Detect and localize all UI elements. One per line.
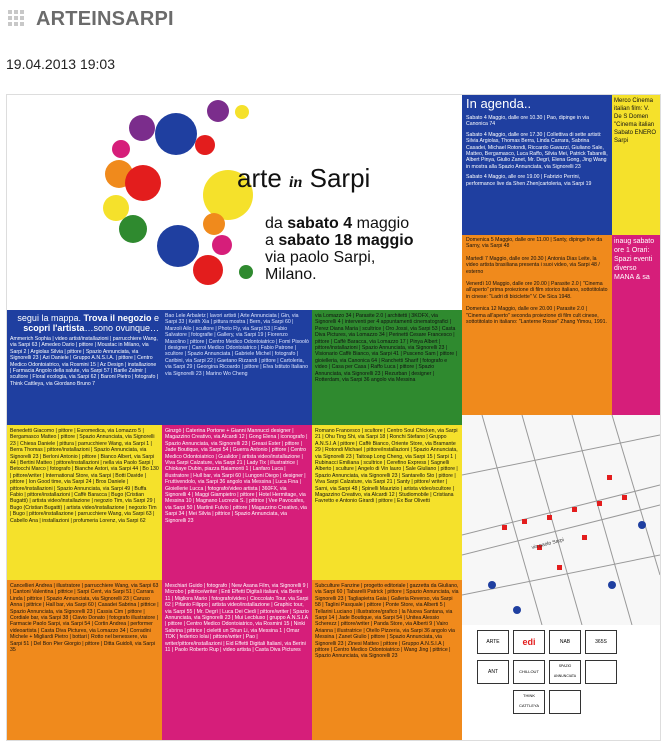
sponsor-logo: SPAZIO ANNUNCIATA [549,660,581,684]
circle-mark [129,115,155,141]
agenda-item: Venerdì 10 Maggio, dalle ore 20.00 | Parasite 2.0 | "Cinema all'aperto" prima proiezione di film storico italiano, sottotitolato in cinese: "Ladri di biciclette" V. De Sica 1948. [466,281,608,300]
circle-mark [112,140,130,158]
agenda-item: Sabato 4 Maggio, dalle ore 10.30 | Pao, dipinge in via Canonica 74 [466,115,590,128]
brand-arte: arte [237,163,282,193]
map-heading [10,313,159,333]
sponsor-logo [549,690,581,714]
edge-text: Merco Cinema italian film: V. De S Domen "Cinema italian Sabato ENERO Sarpi [614,98,657,144]
brand-in: in [289,174,303,191]
poster-header [7,95,462,310]
circle-mark [195,135,215,155]
sponsor-logos [477,630,627,738]
dates-text: via paolo Sarpi, [265,249,376,266]
agenda-item: Sabato 4 Maggio, alle ore 19.00 | Fabrizio Perrini, performance live da Shen Zhen|cartoleria, via Sarpi 19 [466,174,592,187]
street-map [462,415,660,625]
sponsor-logo: edi [513,630,545,654]
circle-mark [157,225,199,267]
artist-list: Bao Lele Arbaletz | lavori artisti | Arte Annunciata | Gin, via Sarpi 33 | Keith Xia | pittura mostra | Bern, via Sarpi 60 | Marzoli Ailo | scultore | Photo Fly, via Sarpi 53 | Fabio Salvatore | fotografie | Gallery, via Sarpi 19 | Fiorenzo Masolino | pittore | Centro Medico Odontoiatrico | Fomi Pisoolò | designer | Carroi Medico Odontoiatrico | Fabio Patrone | scultore | Spazio Annunciata | Gabriele Michel | fotografo | Caribini, via Sarpi 22 | Gaetano Rizzardi | pittore | Cartoleria, via Sarpi 29 | Georgina Ricoardo | pittore | Elva Istituto Italiano via Signorelli 23 | Marino Wo Cheng [165,313,309,377]
agenda-item: Sabato 4 Maggio, dalle ore 17.30 | Collettiva di sette artisti: Silvia Argiolas, Thomas Berra, Linda Carrara, Sabrina Casadei, Michael Rotondi, Riccardo Gavazzi, Giuliano Sale, Matteo, Bergamasco, Luca Raffo, Silvia Mei, Patrick Tabarelli, Albert Pinya, Giulio Zanet, Mr. Degrì, Elena Gong, Jing Wang in mostra alla Spazio Annunciata, via Signorelli 23 [466,131,608,170]
circle-mark [239,265,253,279]
post-date: 19.04.2013 19:03 [6,56,115,72]
dates-text: Milano. [265,266,317,283]
map-heading-text: scopri l'artista [23,323,85,333]
sponsor-logo: CHILLOUT [513,660,545,684]
poster-image [6,94,661,741]
sponsor-logo: ANT [477,660,509,684]
sponsor-logo: NAB [549,630,581,654]
block-orange-a [7,580,162,740]
artist-list: Romano Francesco | scultore | Centro Soul Chicken, via Sarpi 21 | Ohu Ting Shi, via Sarpi 18 | Ronchi Stefano | Gruppo A.N.S.I.A | pittore | Caffè Bianco, Oriente Store, via Bramante 29 | Rotondi Michael | pittore/installazioni | Spazio Annunciata, via Signorelli 23 | Taitoap Long Cheng, via Sarpi 15 | Sarpi 1 | Rubinacci Emiliana | scultrice | Cerefino Express | Sagnelli Alberto | sculture | Angelo di Vin lauro | Sale Giuliano | pittore | Spazio Annunciata, via Signorelli 23 | Santarello Sto | pittore | Viva Sarpi Calzature, via Sarpi 21 | Santy | pittore/ writer | Sarni, via Sarpi 48 | Spinelli Maurizio | artista video/scultore | Magazzino Creativo, via Alcardi 12 | Studiomobile | Cristiana Favretto e Antonio Girardi | pittore | Ex Bar Olivetti [315,428,458,505]
circle-mark [235,105,249,119]
brand-sarpi: Sarpi [309,163,371,193]
block-orange-b [162,580,312,740]
block-yellow [7,425,162,580]
artist-list: Ginzgò | Caterina Portone + Gianni Mannucci designer | Magazzino Creativo, via Alcardi 12 | Gong Elena | iconografo | Spazio Annunciata, via Signorelli 23 | Greasi Ester | pittore | Jade Boutique, via Sarpi 54 | Guerra Antonio | pittore | Centro Medico Odontoiatrico | Gualidor | artista video/installazione | Viva Sarpi Calzature, via Sarpi 21 | Lady Tix | illustratrice | Chiokaye Dubin, piazza Baiamonti 1 | Lanfaro Luca | illustratore | Hull bar, via Sarpi 60 | Lungoni Diego | designer | Fruttivendolo, via Sarpi 36 angolo via Messina | Luca Fina | Gioiellerie Lucca | fotografo/video artista | 360FX, via Signorelli 4 | Maggi Giampietro | pittore | Hotel Hermitage, via Messina 10 | Magnano Lucrezia S. | pittrice | Vee Pavocafes, via Sarpi 50 | Martinii Fulvio | pittore | Magazzino Creativo, via Sarpi 34 | Mei Silvia | pittrice | Spazio Annunciata, via Signorelli 23 [165,428,308,524]
artist-list: Ammerich Sophia | video artist/installazioni | parrucchiere Wang, via Sarpi 63 | Amedeo Dario | pittore | Moustac in Milano, via Sarpi 2 | Argiolas Silvia | pittore | Spazio Annunciata, via Signorelli 23 | Azi Daniele | Gruppo A.N.S.I.A. | pittore | Centro Medico Odontoiatrico, via Rosmini 15 | Az Design | installazione | Farmacia Angolo della salute, via Sarpi 57 | Barile Zalmir | scultore | Floral ecologia, via Sarpi 62 | Baroni Pietro | fotografo | Think Cattleya, via Giordano Bruno 7 [10,336,159,387]
block-orange-c [312,580,462,740]
artist-list: Benedetti Giacomo | pittore | Euromedica, via Lomazzo 5 | Bergamasco Matteo | pittore | Spazio Annunciata, via Signorelli 23 | Chiesa Daniele | pittura | parrucchiere Wang, via Sarpi 1 | Berra Thomas | pittore/installazioni | Spazio Annunciata, via Signorelli 23 | Berloni Antonio | pittore | Bianco Albert, via Sarpi 44 | Bertini Matteo | pittore/installazioni | nella via Paolo Sarpi | Betocchi Marco | fotografo | Bianche Astori, via Sarpi 44 | Bo 130 | pittore/writer | International Store, via Sarpi | Botti Davide | pittore | Ion Good time, via Sarpi 24 | Bros Daniele | pittore/installazioni | Spazio Annunciata, via Sarpi 49 | Buffa Fabio | pittore/installazioni | Caffè Baracca | Bugo (Cristian Bugatti) | artista video/installazione | negozio Tim, via Sarpi 29 | Bugo (Cristian Bugatti) | artista video/installazione | negozio Tim | Bugo | pittore/installazione | parrucchiere Wang, via Sarpi 63 | Cabello Ana | installazioni | profumeria Lorenz, via Sarpi 62 [10,428,159,524]
poster-brand [237,163,370,194]
block-blue-a [7,310,162,425]
grip-icon [8,10,24,26]
circle-mark [155,113,197,155]
dates-text: maggio [352,215,410,232]
map-heading-text: segui la mappa. [17,313,84,323]
page-title: ARTEINSARPI [36,8,174,30]
block-green [312,310,462,425]
edge-column-a [612,95,660,235]
sponsor-logo: THINK CATTLEYA [513,690,545,714]
block-pink-a [162,425,312,580]
agenda-item: Martedì 7 Maggio, dalle ore 20.30 | Antonia Dias Leite, la video artista brasiliana presenta i suoi video, via Sarpi 48 / esterno [466,255,600,275]
artist-list: via Lomazzo 34 | Parasite 2.0 | architetti | 3KOFX, via Signorelli 4 | interventi per 4 appuntamenti cinematografici | Perez Diana Maria | scultrice | Oro Jossi, via Sarpi 53 | Casta Diva Pictures, via Lomazzo 34 | Perinetti Cesare Francesco | pittore | Caffè Baracca, via Lomazzo 17 | Pinya Albert | pittore/installazioni | Spazio Annunciata, via Signorelli 23 | Visionario Caffè Bianco, via Sarpi 41 | Pusceno Sam | pittore | gioielleria, via Canonica 64 | Ranchetti Sharif | fotografo e video | Casa per Casa | Raffo Luca | pittore | Spazio Annunciata, via Signorelli 23 | Rezurban | designer | Rotterdam, via Sarpi 36 angolo via Messina [315,313,457,384]
sponsor-logo [585,660,617,684]
circle-mark [207,100,229,122]
agenda-panel [462,95,612,235]
event-dates [265,215,414,283]
artist-list: Subculture Fanzine | progetto editoriale | gazzetta da Giuliano, via Sarpi 60 | Tabarelli Patrick | pittore | Spazio Annunciata, via Signorelli 23 | Tagliapietra Gaia | Galleria Reverso, via Sarpi 58 | Taglini Pasquale | pittore | Ponte Store, via Alberti 5 | Tellarini Luciano | illustratore/grafico | la Nuova Santana, via Sarpi 14 | Jade Boutique, via Sarpi 54 | Unitea Alessio Scherezz | pittore/writer | Panda Store, via Alberti 9 | Vairo Arianna | illustratrice | Otello Pizzeria, via Sarpi 36 angolo via Messina | Zanet Giulio | pittore | Spazio Annunciata, via Signorelli 23 | Zinesi Matteo | pittore | Gruppo A.N.S.I.A | pittore | Centro Medico Odontoiatrico | Wang Jing | pittrice | Spazio Annunciata, via Signorelli 23 [315,583,459,660]
map-heading-text: Trova il negozio [83,313,152,323]
circle-mark [119,215,147,243]
circle-mark [212,235,232,255]
map-heading-text: e [151,313,159,323]
map-panel [462,415,660,740]
circle-mark [203,213,225,235]
block-pink-b [312,425,462,580]
dates-text: da [265,215,288,232]
sponsor-logo: 365S [585,630,617,654]
dates-text: sabato 18 maggio [278,232,414,249]
dates-text: sabato 4 [287,215,353,232]
artist-list: Cancellieri Andrea | illustratore | parrucchiere Wang, via Sarpi 63 | Cantoni Valentina | pittrice | Sarpi Cent, via Sarpi 51 | Carrara Linda | pittrice | Spazio Annunciata, via Signorelli 23 | Caruso Anna | pittrice | Hall bar, via Sarpi 60 | Casadei Sabrina | pittrice | Spazio Annunciata, via Signorelli 23 | Cassia Cim | pittore | Cordiale bar, via Sarpi 38 | Clavio Donato | fotografo illustratore | Farmacie Paolo Sarpi, via Sarpi 54 | Cortin Andrea | performer videoartista | Casta Diva Pictures, via Lomazzo 34 | Corradini Michele + Migliardi Pietro | bottari | Rotto nel benessere, via Sarpi 51 | Del Bon Pier Giorgio | pittore | Ditta Guidoli, via Sarpi 35 [10,583,159,654]
agenda-item: Domenica 5 Maggio, dalle ore 11.00 | Santy, dipinge live da Sarny, via Sarpi 48 [466,237,603,250]
circle-mark [125,165,161,201]
artist-list: Meschiari Guido | fotografo | New Asana Film, via Signorelli 9 | Microbo | pittrice/writer | Enti Effetti Digitali italiani, via Berini 11 | Migliora Mario | fotografo/video | Cioccolato Tour, via Sarpi 62 | Pifanio Filippo | artista video/installazione | Graphic tour, via Sarpi 55 | Mr. Degrì | Luca Dei Ciedi | pittore/writer | Spazio Annunciata, via Signorelli 23 | Mui Lecbluso | gruppo A.N.S.I.A | pittore | Centro Medico Odontoiatrico, via Rosmini 15 | Ninki Sabrina | pittrice | cieletti un Shun Li, via Messina 1 | Omar TDK | federico lolai | pittore/writer | Pao | writer/pittore/installazioni | Eid Effetti Digitali Italiani, via Berini 11 | Paolo Roberto Rup | video artista | Casta Diva Pictures [165,583,309,654]
block-blue-b [162,310,312,425]
dates-text: a [265,232,279,249]
agenda-panel-2 [462,235,612,415]
street-label: via paolo Sarpi [531,537,565,551]
circle-mark [193,255,223,285]
edge-column-b [612,235,660,415]
agenda-title: In agenda.. [466,96,532,111]
edge-text: inaug sabato ore 1 Orari: Spazi eventi diverso MANA & sa [614,238,655,281]
agenda-item: Domenica 12 Maggio, dalle ore 20.00 | Parasite 2.0 | "Cinema all'aperto" seconda proiezione di film cult cinese, sottotitolato in italiano: "Lanterne Rosse" Zhang Yimou, 1991. [466,306,607,326]
sponsor-logo: ARTE [477,630,509,654]
map-heading-text: …sono ovunque… [84,323,159,333]
